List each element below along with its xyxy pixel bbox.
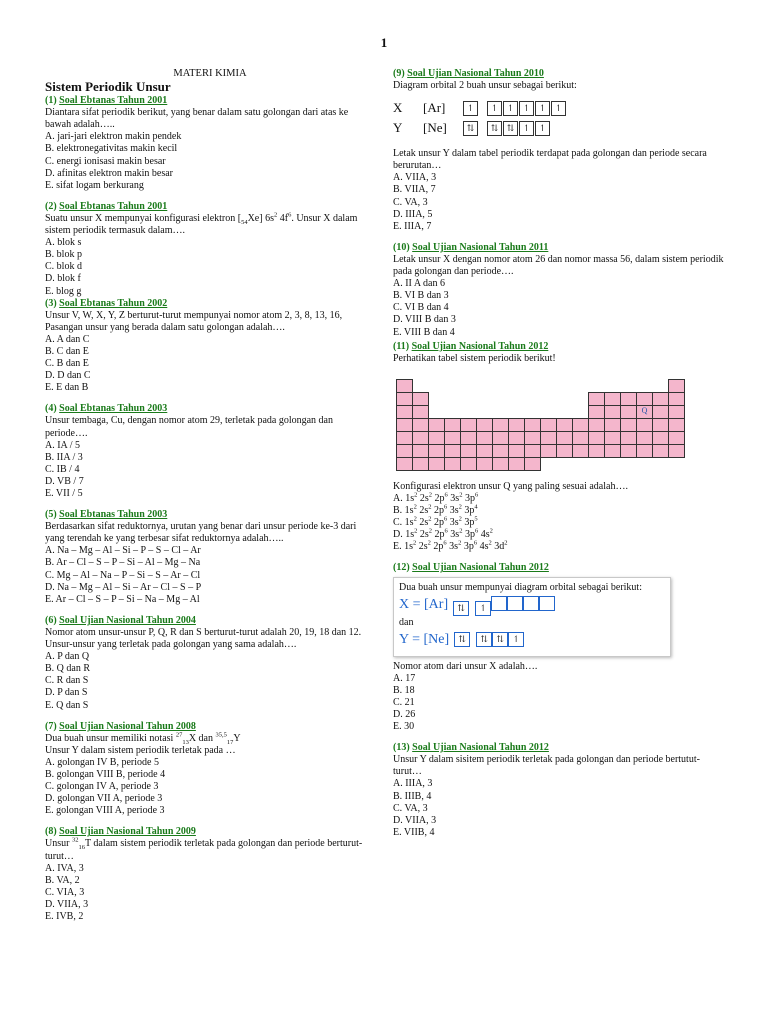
option-list [45,545,375,605]
table-cell [492,444,509,458]
question-text: Unsur Y dalam sisitem periodik terletak pada golongan dan periode bertutut-turut… [393,754,700,778]
table-cell [604,418,621,432]
orbital-box [507,596,523,611]
table-cell [668,444,685,458]
question-text-2: Letak unsur Y dalam tabel periodik terdapat pada golongan dan periode secara berurutan… [393,148,707,172]
option-c: C. 21 [393,696,415,708]
table-cell [620,392,637,406]
table-cell [620,444,637,458]
table-cell [620,405,637,419]
table-cell [428,431,445,445]
table-cell [396,405,413,419]
table-cell [444,418,461,432]
orbital-box: ↿ [503,101,518,116]
table-cell [540,444,557,458]
option-b: B. Ar – Cl – S – P – Si – Al – Mg – Na [45,557,201,569]
question-header: (10) Soal Ujian Nasional Tahun 2011 [393,241,549,253]
table-cell [556,418,573,432]
table-cell [540,431,557,445]
option-c: C. $1s^2$ $2s^2$ $2p^6$ $3s^2$ $3p^5$ [393,515,478,529]
option-c: C. VA, 3 [393,196,428,208]
table-cell [604,431,621,445]
option-c: C. B dan E [45,358,89,370]
question-text: Nomor atom unsur-unsur P, Q, R dan S berturut-turut adalah 20, 19, 18 dan 12. Unsur-unsur yang terletak pada golongan yang sama adalah…. [45,626,362,651]
question-header: (2) Soal Ebtanas Tahun 2001 [45,200,168,212]
question-12 [393,562,728,733]
table-cell [476,457,493,471]
question-text: Nomor atom dari unsur X adalah…. [393,660,538,672]
question-header: (6) Soal Ujian Nasional Tahun 2004 [45,614,196,626]
option-d: D. P dan S [45,687,88,699]
orbital-box: ⇅ [476,632,492,647]
question-header: (3) Soal Ebtanas Tahun 2002 [45,297,168,309]
orbital-box: ↿ [519,101,534,116]
question-5 [45,509,375,606]
option-d: D. blok f [45,273,81,285]
question-header: (9) Soal Ujian Nasional Tahun 2010 [393,68,544,79]
table-cell [620,431,637,445]
table-cell [396,457,413,471]
table-cell [588,405,605,419]
question-4 [45,403,375,500]
option-d: D. $1s^2$ $2s^2$ $2p^6$ $3s^2$ $3p^6$ $4s^2$ [393,527,493,541]
option-d: D. VIIA, 3 [393,814,437,826]
orbital-box: ↿ [487,101,502,116]
table-cell [412,392,429,406]
document-title: Sistem Periodik Unsur [45,79,171,95]
option-c: C. blok d [45,261,82,273]
table-cell [524,418,541,432]
option-c: C. golongan IV A, periode 3 [45,781,159,793]
document-heading: MATERI KIMIA [173,68,247,79]
orbital-box: ⇅ [492,632,508,647]
periodic-table-figure [396,379,682,469]
option-b: B. elektronegativitas makin kecil [45,143,178,155]
orbital-box [539,596,555,611]
question-text: Dua buah unsur memiliki notasi $^{27}_{13}$X dan $^{35,5}_{17}$Y [45,731,241,746]
option-list [393,493,728,553]
table-cell [524,431,541,445]
option-e: E. IIIA, 7 [393,220,432,232]
question-text: Unsur tembaga, Cu, dengan nomor atom 29, terletak pada golongan dan periode…. [45,415,333,439]
option-b: B. IIIB, 4 [393,790,432,802]
table-cell [588,392,605,406]
table-cell [636,444,653,458]
table-cell [396,418,413,432]
orbital-box: ⇅ [487,121,502,136]
question-9 [393,68,728,233]
option-c: C. VIA, 3 [45,886,85,898]
option-list [45,863,375,923]
table-cell [572,444,589,458]
option-c: C. IB / 4 [45,463,80,475]
table-cell [588,431,605,445]
question-text: Perhatikan tabel sistem periodik berikut! [393,352,556,364]
question-text-2: Unsur Y dalam sistem periodik terletak pada … [45,744,236,756]
page-number: 1 [380,35,388,50]
orbital-row-x: X [Ar] ↿ ↿ ↿ ↿ ↿ ↿ [393,98,728,118]
table-cell [588,444,605,458]
option-list [45,334,375,394]
question-text-2: Konfigurasi elektron unsur Q yang paling sesuai adalah…. [393,480,628,492]
orbital-box: ↿ [551,101,566,116]
option-e: E. Q dan S [45,699,89,711]
orbital-box: ⇅ [463,121,478,136]
right-column [393,68,728,848]
option-b: B. golongan VIII B, periode 4 [45,768,166,780]
table-cell [412,418,429,432]
table-cell [412,457,429,471]
question-header: (11) Soal Ujian Nasional Tahun 2012 [393,340,549,352]
question-header: (12) Soal Ujian Nasional Tahun 2012 [393,562,549,574]
option-d: D. golongan VII A, periode 3 [45,793,163,805]
table-cell [604,392,621,406]
option-d: D. afinitas elektron makin besar [45,167,174,179]
question-text: Diantara sifat periodik berikut, yang benar dalam satu golongan dari atas ke bawah adalah….. [45,107,349,131]
option-c: C. VA, 3 [393,802,428,814]
option-b: B. IIA / 3 [45,451,83,463]
option-list [45,651,375,711]
table-cell [556,431,573,445]
table-cell [652,405,669,419]
question-header: (7) Soal Ujian Nasional Tahun 2008 [45,720,196,732]
table-cell [460,431,477,445]
table-cell [636,431,653,445]
orbital-box: ↿ [475,601,491,616]
orbital-box [491,596,507,611]
option-b: B. C dan E [45,345,89,357]
table-cell [492,431,509,445]
orbital-box: ↿ [508,632,524,647]
option-a: A. blok s [45,237,82,249]
table-cell [508,457,525,471]
option-b: B. VI B dan 3 [393,290,449,302]
table-cell [508,418,525,432]
option-list [393,172,728,232]
option-e: E. IVB, 2 [45,911,84,922]
question-text: Unsur V, W, X, Y, Z berturut-turut mempunyai nomor atom 2, 3, 8, 13, 16, Pasangan unsur yang berada dalam satu golongan adalah…. [45,309,343,333]
option-c: C. energi ionisasi makin besar [45,155,166,167]
table-cell [412,405,429,419]
table-cell [636,418,653,432]
table-cell [604,405,621,419]
option-a: A. VIIA, 3 [393,172,437,184]
table-cell [668,405,685,419]
question-header: (5) Soal Ebtanas Tahun 2003 [45,509,168,521]
question-text: Diagram orbital 2 buah unsur sebagai berikut: [393,80,577,92]
question-10 [393,242,728,339]
table-cell [444,457,461,471]
option-a: A. P dan Q [45,651,90,663]
option-b: B. $1s^2$ $2s^2$ $2p^6$ $3s^2$ $3p^4$ [393,503,478,516]
option-d: D. VB / 7 [45,475,84,487]
orbital-box [523,596,539,611]
option-list [393,278,728,338]
option-a: A. 17 [393,672,416,684]
table-cell [476,431,493,445]
option-a: A. jari-jari elektron makin pendek [45,131,182,143]
question-7 [45,721,375,818]
option-b: B. Q dan R [45,663,90,675]
table-cell [492,418,509,432]
table-cell [508,431,525,445]
question-2 [45,201,375,298]
question-3 [45,298,375,395]
table-cell [428,418,445,432]
option-c: C. Mg – Al – Na – P – Si – S – Ar – Cl [45,569,201,581]
orbital-box: ↿ [535,121,550,136]
table-cell [412,444,429,458]
table-cell [492,457,509,471]
orbital-box: ↿ [463,101,478,116]
question-8 [45,826,375,923]
orbital-diagram-panel [393,577,671,656]
table-cell [652,392,669,406]
option-d: D. VIII B dan 3 [393,314,456,326]
question-text: Suatu unsur X mempunyai konfigurasi elektron $[_{54}Xe]$ $6s^2$ $4f^6$. Unsur X dalam sistem periodik termasuk dalam…. [45,211,358,237]
option-e: E. golongan VIII A, periode 3 [45,805,165,817]
table-cell [636,392,653,406]
option-a: A. Na – Mg – Al – Si – P – S – Cl – Ar [45,545,201,557]
table-cell [668,431,685,445]
left-column [45,68,375,932]
table-cell [460,418,477,432]
option-d: D. IIIA, 5 [393,208,433,220]
table-cell [524,444,541,458]
option-list [393,673,728,733]
option-d: D. 26 [393,709,416,720]
option-e: E. VIII B dan 4 [393,326,455,338]
orbital-box: ↿ [519,121,534,136]
option-list [45,440,375,500]
option-list [45,237,375,297]
question-6 [45,615,375,712]
table-cell [476,444,493,458]
table-cell [668,418,685,432]
orbital-box: ⇅ [454,632,470,647]
table-cell [556,444,573,458]
table-cell [428,457,445,471]
orbital-box: ↿ [535,101,550,116]
table-cell [620,418,637,432]
question-header: (1) Soal Ebtanas Tahun 2001 [45,95,168,107]
question-header: (8) Soal Ujian Nasional Tahun 2009 [45,826,196,838]
table-cell [444,444,461,458]
table-cell [572,418,589,432]
option-c: C. VI B dan 4 [393,302,449,314]
question-text: Berdasarkan sifat reduktornya, urutan yang benar dari unsur periode ke-3 dari yang terendah ke yang terbesar sifat reduktornya adalah….. [45,521,357,545]
table-cell [396,444,413,458]
question-11 [393,341,728,554]
option-d: D. D dan C [45,370,91,382]
option-b: B. 18 [393,684,415,696]
question-13 [393,742,728,839]
orbital-diagram [393,98,728,138]
table-cell [460,457,477,471]
orbital-box: ⇅ [503,121,518,136]
table-cell [428,444,445,458]
option-e: E. sifat logam berkurang [45,179,144,191]
table-cell [476,418,493,432]
option-a: A. A dan C [45,333,90,345]
option-b: B. VIIA, 7 [393,184,436,196]
option-e: E. blog g [45,285,82,297]
orbital-row-x: X = [Ar] ⇅ ↿ [399,597,665,615]
table-cell [652,431,669,445]
question-text: Unsur $^{32}_{16}$T dalam sistem periodik terletak pada golongan dan periode berturut-turut… [45,837,363,862]
option-a: A. II A dan 6 [393,278,445,290]
element-q-cell: Q [636,405,653,419]
table-cell [668,392,685,406]
table-cell [572,431,589,445]
option-a: A. IIIA, 3 [393,778,433,790]
option-list [45,757,375,817]
option-e: E. 30 [393,721,415,733]
table-cell [524,457,541,471]
option-c: C. R dan S [45,675,89,687]
table-cell [508,444,525,458]
table-cell [652,444,669,458]
table-cell [668,379,685,393]
option-e: E. VIIB, 4 [393,826,435,838]
option-a: A. $1s^2$ $2s^2$ $2p^6$ $3s^2$ $3p^6$ [393,491,479,504]
option-e: E. VII / 5 [45,488,83,499]
option-d: D. VIIA, 3 [45,898,89,910]
table-cell [412,431,429,445]
table-cell [588,418,605,432]
option-b: B. VA, 2 [45,874,80,886]
table-cell [396,392,413,406]
option-a: A. golongan IV B, periode 5 [45,756,159,768]
table-cell [396,431,413,445]
option-e: E. Ar – Cl – S – P – Si – Na – Mg – Al [45,593,200,605]
question-1 [45,95,375,192]
table-cell [396,379,413,393]
orbital-box: ⇅ [453,601,469,616]
orbital-row-y: Y = [Ne] ⇅ ⇅ ⇅ ↿ [399,631,665,649]
table-cell [540,418,557,432]
question-header: (13) Soal Ujian Nasional Tahun 2012 [393,742,549,754]
table-cell [444,431,461,445]
option-a: A. IVA, 3 [45,862,84,874]
table-cell [652,418,669,432]
table-cell [604,444,621,458]
option-e: E. E dan B [45,382,89,394]
table-cell [460,444,477,458]
option-list [45,131,375,191]
option-a: A. IA / 5 [45,439,80,451]
option-b: B. blok p [45,249,82,261]
option-list [393,778,728,838]
orbital-row-y: Y [Ne] ⇅ ⇅ ⇅ ↿ ↿ [393,118,728,138]
option-e: E. $1s^2$ $2s^2$ $2p^6$ $3s^2$ $3p^6$ $4s^2$ $3d^2$ [393,539,508,553]
option-d: D. Na – Mg – Al – Si – Ar – Cl – S – P [45,581,202,593]
question-text: Letak unsur X dengan nomor atom 26 dan nomor massa 56, dalam sistem periodik pada golongan dan periode…. [393,253,724,278]
dan-label: dan [399,616,414,628]
panel-text: Dua buah unsur mempunyai diagram orbital sebagai berikut: [399,582,642,594]
question-header: (4) Soal Ebtanas Tahun 2003 [45,403,168,415]
